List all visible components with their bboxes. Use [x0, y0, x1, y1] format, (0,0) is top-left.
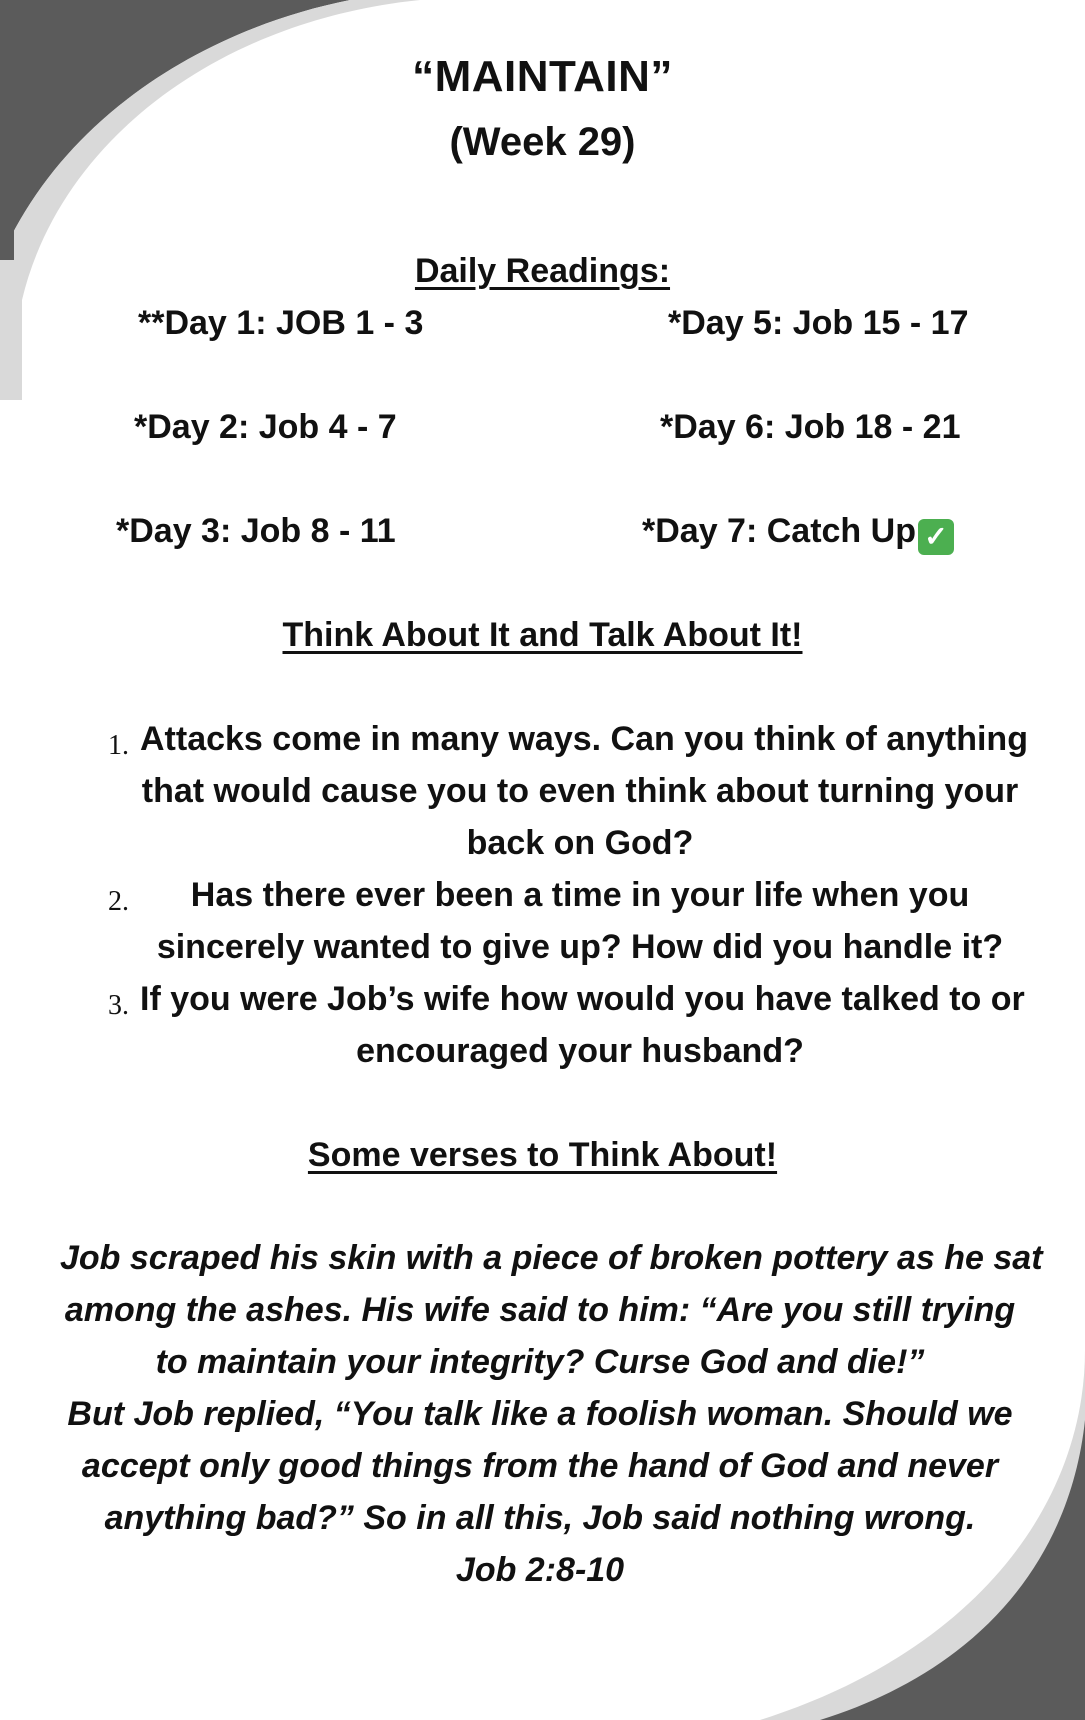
verse-line: accept only good things from the hand of God and never [81, 1447, 999, 1485]
reading-day-3: *Day 3: Job 8 - 11 [116, 512, 396, 550]
week-subtitle: (Week 29) [449, 120, 636, 164]
reading-day-7 [642, 512, 954, 555]
verse-line: Job scraped his skin with a piece of broken pottery as he sat [60, 1239, 1043, 1277]
question-2-line-1: Has there ever been a time in your life when you [190, 876, 970, 914]
verses-heading: Some verses to Think About! [307, 1136, 778, 1174]
verse-line: anything bad?” So in all this, Job said nothing wrong. [104, 1499, 976, 1537]
verse-reference: Job 2:8-10 [455, 1551, 625, 1589]
reading-day-7-label: *Day 7: Catch Up [642, 512, 916, 550]
check-mark-icon: ✓ [918, 519, 954, 555]
question-2-line-2: sincerely wanted to give up? How did you handle it? [156, 928, 1004, 966]
reading-day-6: *Day 6: Job 18 - 21 [660, 408, 961, 446]
question-3-line-1: If you were Job’s wife how would you have talked to or [140, 980, 1025, 1018]
question-1-line-2: that would cause you to even think about turning your [141, 772, 1019, 810]
question-1-line-1: Attacks come in many ways. Can you think of anything [140, 720, 1028, 758]
question-1-number: 1. [108, 730, 129, 761]
verse-line: to maintain your integrity? Curse God and die!” [155, 1343, 925, 1381]
verse-line: among the ashes. His wife said to him: “Are you still trying [64, 1291, 1016, 1329]
question-2-number: 2. [108, 886, 129, 917]
verse-line: But Job replied, “You talk like a foolish woman. Should we [67, 1395, 1013, 1433]
page-title: “MAINTAIN” [412, 52, 673, 101]
scripture-passage [60, 1232, 1043, 1596]
reading-day-5: *Day 5: Job 15 - 17 [668, 304, 969, 342]
reading-day-1: **Day 1: JOB 1 - 3 [138, 304, 424, 342]
question-3-line-2: encouraged your husband? [356, 1032, 804, 1070]
question-3-number: 3. [108, 990, 129, 1021]
daily-readings-heading: Daily Readings: [414, 252, 671, 290]
discussion-heading: Think About It and Talk About It! [282, 616, 803, 654]
question-1-line-3: back on God? [466, 824, 694, 862]
reading-day-2: *Day 2: Job 4 - 7 [134, 408, 397, 446]
